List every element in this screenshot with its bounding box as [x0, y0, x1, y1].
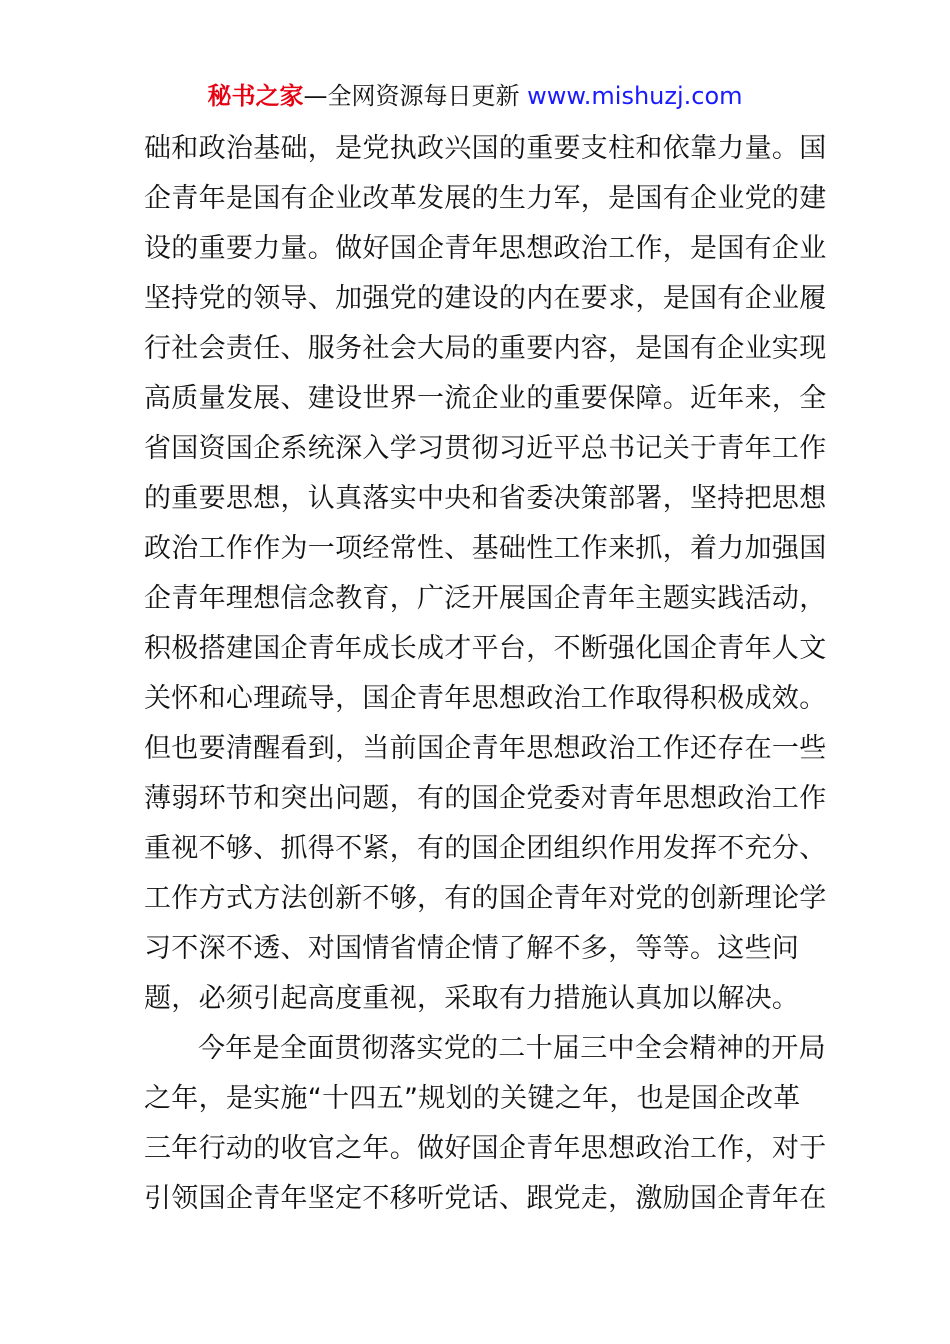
text-line: 础和政治基础，是党执政兴国的重要支柱和依靠力量。国 [144, 133, 827, 164]
paragraph-start-line: 今年是全面贯彻落实党的二十届三中全会精神的开局 [198, 1033, 826, 1064]
text-line: 工作方式方法创新不够，有的国企青年对党的创新理论学 [144, 883, 827, 914]
text-line: 省国资国企系统深入学习贯彻习近平总书记关于青年工作 [144, 433, 827, 464]
text-line: 企青年理想信念教育，广泛开展国企青年主题实践活动， [144, 583, 827, 614]
text-line: 引领国企青年坚定不移听党话、跟党走，激励国企青年在 [144, 1183, 827, 1214]
text-line: 高质量发展、建设世界一流企业的重要保障。近年来，全 [144, 383, 827, 414]
brand-name: 秘书之家 [207, 82, 304, 110]
text-line: 设的重要力量。做好国企青年思想政治工作，是国有企业 [144, 233, 827, 264]
body-text [144, 124, 827, 1224]
text-line: 题，必须引起高度重视，采取有力措施认真加以解决。 [144, 983, 800, 1014]
text-line: 积极搭建国企青年成长成才平台，不断强化国企青年人文 [144, 633, 827, 664]
text-line: 三年行动的收官之年。做好国企青年思想政治工作，对于 [144, 1133, 827, 1164]
website-link[interactable]: www.mishuzj.com [527, 82, 743, 110]
text-line: 之年，是实施“十四五”规划的关键之年，也是国企改革 [144, 1083, 801, 1114]
text-line: 行社会责任、服务社会大局的重要内容，是国有企业实现 [144, 333, 827, 364]
text-line: 薄弱环节和突出问题，有的国企党委对青年思想政治工作 [144, 783, 827, 814]
text-line: 重视不够、抓得不紧，有的国企团组织作用发挥不充分、 [144, 833, 827, 864]
text-line: 习不深不透、对国情省情企情了解不多，等等。这些问 [144, 933, 800, 964]
header-tagline: —全网资源每日更新 [303, 82, 520, 110]
text-line: 关怀和心理疏导，国企青年思想政治工作取得积极成效。 [144, 683, 827, 714]
text-line: 企青年是国有企业改革发展的生力军，是国有企业党的建 [144, 183, 827, 214]
text-line: 坚持党的领导、加强党的建设的内在要求，是国有企业履 [144, 283, 827, 314]
text-line: 政治工作作为一项经常性、基础性工作来抓，着力加强国 [144, 533, 827, 564]
text-line: 但也要清醒看到，当前国企青年思想政治工作还存在一些 [144, 733, 827, 764]
text-line: 的重要思想，认真落实中央和省委决策部署，坚持把思想 [144, 483, 827, 514]
page-header [0, 78, 950, 114]
